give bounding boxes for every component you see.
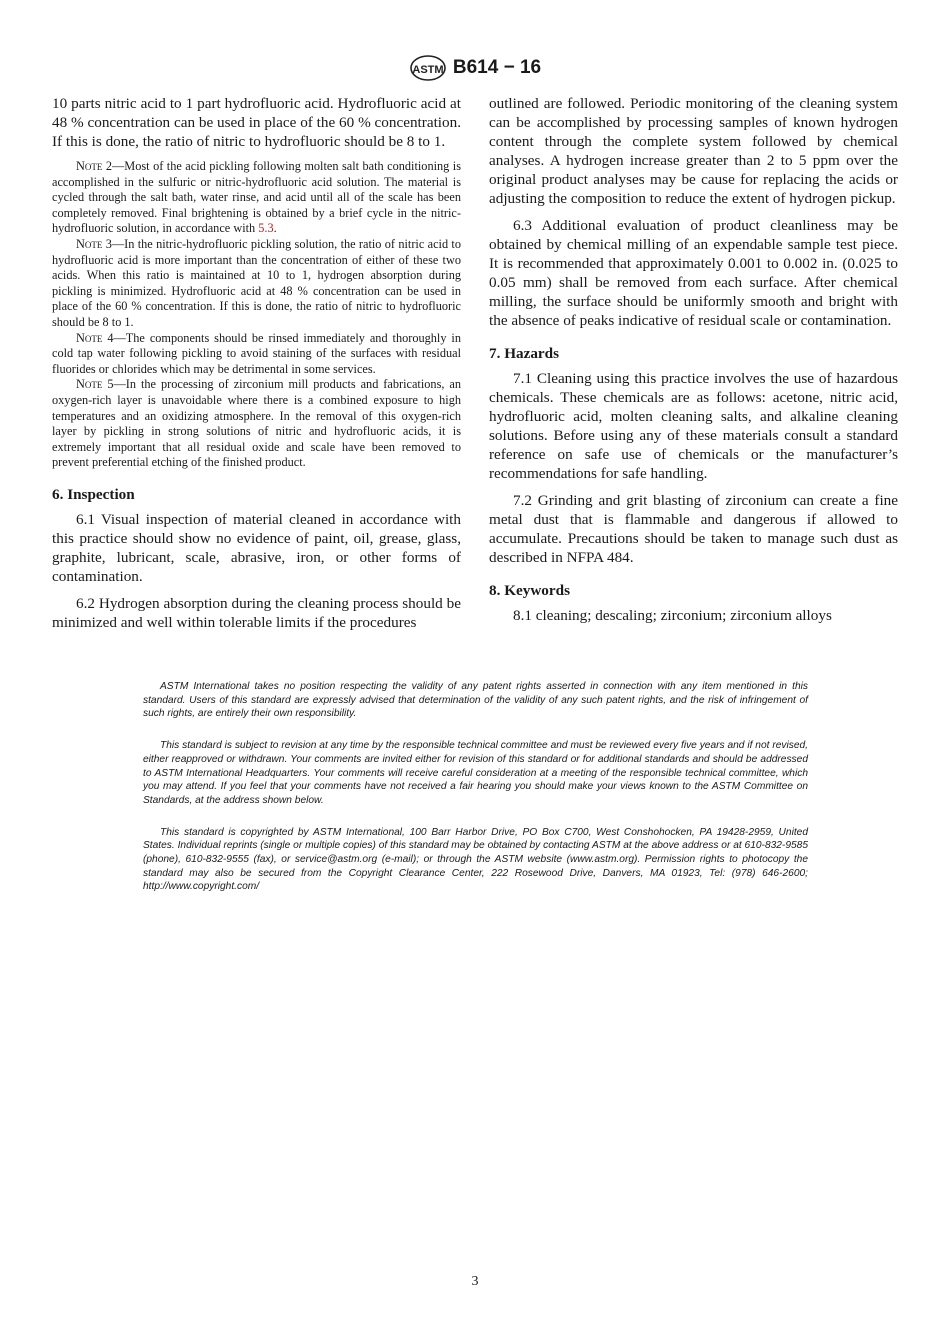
note-4: Note 4—The components should be rinsed immediately and thoroughly in cold tap water following pickling to avoid staining of the surfaces with residual fluorides or chlorides which may be detrimental in some services. bbox=[52, 330, 461, 376]
astm-logo-icon bbox=[409, 54, 447, 82]
section-link-5-3[interactable]: 5.3 bbox=[258, 221, 274, 236]
paragraph-6-2: 6.2 Hydrogen absorption during the cleaning process should be minimized and well within tolerable limits if the procedures bbox=[52, 594, 461, 631]
note-5: Note 5—In the processing of zirconium mill products and fabrications, an oxygen-rich layer is unavoidable where there is a combined exposure to high temperatures and an oxidizing atmosphere. In the removal of this oxygen-rich layer by pickling in strong solutions of nitric and hydrofluoric acids, it is extremely important that all residual oxide and scale have been removed to prevent preferential etching of the finished product. bbox=[52, 377, 461, 470]
note-3: Note 3—In the nitric-hydrofluoric pickling solution, the ratio of nitric acid to hydrofluoric acid is more important than the concentration of either of these two acids. When this ratio is maintained at 10 to 1, hydrogen absorption during pickling is minimized. Hydrofluoric acid at 48 % concentration can be used in place of the 60 % concentration. If this is done, the ratio of nitric to hydrofluoric should be 8 to 1. bbox=[52, 236, 461, 329]
paragraph-7-1: 7.1 Cleaning using this practice involves the use of hazardous chemicals. These chemicals are as follows: acetone, nitric acid, hydrofluoric acid, molten cleaning salts, and alkaline cleaning solutions. Before using any of these materials consult a standard reference on safe use of chemicals or the manufacturer’s recommendations for safe handling. bbox=[489, 370, 898, 482]
heading-keywords: 8. Keywords bbox=[489, 582, 570, 599]
page-header bbox=[0, 54, 950, 86]
right-column bbox=[489, 94, 898, 633]
paragraph-7-2: 7.2 Grinding and grit blasting of zirconium can create a fine metal dust that is flammable and dangerous if allowed to accumulate. Precautions should be taken to manage such dust as described in NFPA 484. bbox=[489, 492, 898, 566]
note-2: Note 2—Most of the acid pickling following molten salt bath conditioning is accomplished in the sulfuric or nitric-hydrofluoric acid solution. The material is cycled through the salt bath, water rinse, and acid until all of the scale has been completely removed. Final brightening is obtained by a brief cycle in the nitric-hydrofluoric solution, in accordance with 5.3. bbox=[52, 159, 461, 236]
footer-copyright-notice: This standard is copyrighted by ASTM International, 100 Barr Harbor Drive, PO Box C700, West Conshohocken, PA 19428-2959, United States. Individual reprints (single or multiple copies) of this standard may be obtained by contacting ASTM at the above address or at 610-832-9585 (phone), 610-832-9555 (fax), or service@astm.org (e-mail); or through the ASTM website (www.astm.org). Permission rights to photocopy the standard may also be secured from the Copyright Clearance Center, 222 Rosewood Drive, Danvers, MA 01923, Tel: (978) 646-2600; http://www.copyright.com/ bbox=[143, 826, 808, 893]
footer-patent-notice: ASTM International takes no position respecting the validity of any patent rights asserted in connection with any item mentioned in this standard. Users of this standard are expressly advised that determination of the validity of any such patent rights, and the risk of infringement of such rights, are entirely their own responsibility. bbox=[143, 681, 808, 720]
footer-revision-notice: This standard is subject to revision at any time by the responsible technical committee and must be reviewed every five years and if not revised, either reapproved or withdrawn. Your comments are invited either for revision of this standard or for additional standards and should be addressed to ASTM International Headquarters. Your comments will receive careful consideration at a meeting of the responsible technical committee, which you may attend. If you feel that your comments have not received a fair hearing you should make your views known to the ASTM Committee on Standards, at the address shown below. bbox=[143, 740, 808, 806]
heading-inspection: 6. Inspection bbox=[52, 485, 135, 503]
heading-hazards: 7. Hazards bbox=[489, 345, 560, 362]
left-column bbox=[52, 94, 461, 640]
footer-notices bbox=[143, 680, 808, 894]
paragraph-6-2-continuation: outlined are followed. Periodic monitoring of the cleaning system can be accomplished by processing samples of known hydrogen content through the complete system followed by chemical analyses. A hydrogen increase greater than 2 to 5 ppm over the original product analyses may be cause for replacing the acids or adjusting the composition to reduce the extent of hydrogen pickup. bbox=[489, 95, 898, 207]
designation: B614 − 16 bbox=[452, 57, 542, 78]
svg-text:ASTM: ASTM bbox=[412, 64, 444, 76]
paragraph-6-1: 6.1 Visual inspection of material cleaned in accordance with this practice should show no evidence of paint, oil, grease, glass, graphite, lubricant, scale, abrasive, iron, or other forms of contamination. bbox=[52, 510, 461, 585]
paragraph-6-3: 6.3 Additional evaluation of product cleanliness may be obtained by chemical milling of an expendable sample test piece. It is recommended that approximately 0.001 to 0.002 in. (0.025 to 0.05 mm) shall be removed from each surface. After chemical milling, the surface should be uniformly smooth and bright with the absence of peaks indicative of residual scale or contamination. bbox=[489, 217, 898, 329]
paragraph-continuation: 10 parts nitric acid to 1 part hydrofluoric acid. Hydrofluoric acid at 48 % concentration can be used in place of the 60 % concentration. If this is done, the ratio of nitric to hydrofluoric should be 8 to 1. bbox=[52, 95, 461, 150]
notes-block bbox=[52, 159, 461, 471]
paragraph-8-1: 8.1 cleaning; descaling; zirconium; zirconium alloys bbox=[513, 607, 832, 624]
two-column-body bbox=[0, 94, 950, 676]
page-number: 3 bbox=[471, 1274, 479, 1289]
